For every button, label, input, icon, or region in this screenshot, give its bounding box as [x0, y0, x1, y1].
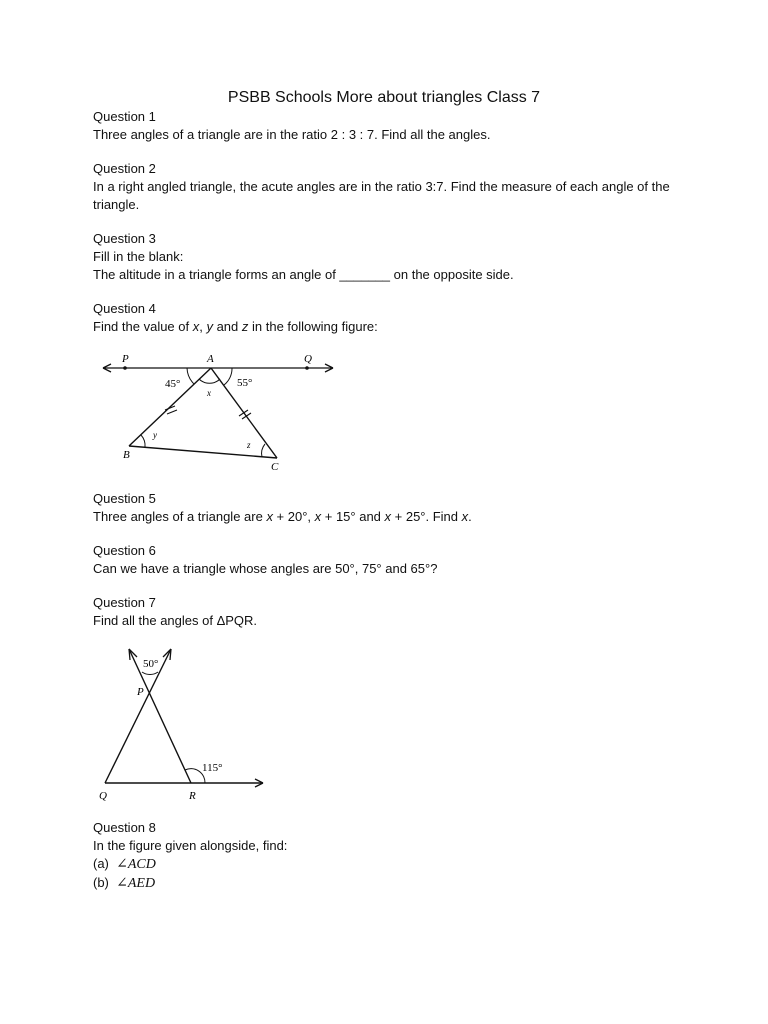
triangle-pqr-figure	[95, 643, 270, 803]
angle-arc-55	[224, 368, 232, 385]
side-bc	[129, 446, 277, 458]
question-8-part-b	[93, 874, 673, 893]
angle-label-45: 45°	[165, 378, 181, 390]
question-3-line-2: The altitude in a triangle forms an angle of _______ on the opposite side.	[93, 267, 514, 282]
question-6-heading: Question 6	[93, 543, 156, 558]
question-6	[93, 542, 673, 578]
label-p: P	[137, 686, 144, 698]
angle-arc-50	[142, 672, 158, 675]
angle-label-x: x	[207, 388, 211, 398]
label-q: Q	[304, 353, 312, 365]
question-1-heading: Question 1	[93, 109, 156, 124]
question-3-heading: Question 3	[93, 231, 156, 246]
text-segment: + 25°. Find	[391, 509, 462, 524]
variable-x: x	[461, 509, 469, 524]
angle-arc-y	[141, 435, 145, 447]
question-1	[93, 108, 673, 144]
label-q: Q	[99, 790, 107, 802]
angle-aed: ∠AED	[116, 876, 156, 891]
text-segment: and	[212, 319, 242, 334]
question-7-text: Find all the angles of ΔPQR.	[93, 613, 258, 628]
label-r: R	[189, 790, 196, 802]
label-b: B	[123, 449, 130, 461]
angle-acd: ∠ACD	[116, 857, 156, 872]
variable-x: x	[384, 509, 392, 524]
question-4	[93, 300, 673, 336]
point-p	[123, 366, 127, 370]
variable-x: x	[314, 509, 322, 524]
angle-arc-z	[262, 444, 265, 457]
question-4-heading: Question 4	[93, 301, 156, 316]
question-8-heading: Question 8	[93, 820, 156, 835]
text-segment: + 15° and	[321, 509, 385, 524]
question-1-text: Three angles of a triangle are in the ratio 2 : 3 : 7. Find all the angles.	[93, 127, 491, 142]
question-5	[93, 490, 673, 526]
question-7-heading: Question 7	[93, 595, 156, 610]
text-segment: .	[468, 509, 472, 524]
angle-label-y: y	[153, 430, 157, 440]
variable-z: z	[241, 319, 249, 334]
question-5-text	[93, 508, 673, 526]
variable-x: x	[266, 509, 273, 524]
question-8-part-a	[93, 855, 673, 874]
question-2-heading: Question 2	[93, 161, 156, 176]
question-6-text: Can we have a triangle whose angles are 50°, 75° and 65°?	[93, 561, 438, 576]
text-segment: + 20°,	[272, 509, 315, 524]
point-q	[305, 366, 309, 370]
angle-arc-x	[199, 379, 220, 383]
part-a-label: (a)	[93, 856, 109, 871]
question-8	[93, 819, 673, 893]
angle-label-115: 115°	[202, 762, 223, 774]
question-2	[93, 160, 673, 214]
question-3-line-1: Fill in the blank:	[93, 249, 184, 264]
question-8-text: In the figure given alongside, find:	[93, 838, 288, 853]
question-2-text: In a right angled triangle, the acute angles are in the ratio 3:7. Find the measure of each angle of the triangle.	[93, 179, 670, 212]
question-7	[93, 594, 673, 630]
label-c: C	[271, 461, 279, 473]
part-b-label: (b)	[93, 875, 109, 890]
angle-label-z: z	[247, 440, 251, 450]
label-p: P	[122, 353, 129, 365]
question-3	[93, 230, 673, 284]
angle-label-50: 50°	[143, 658, 159, 670]
text-segment: ,	[199, 319, 207, 334]
label-a: A	[207, 353, 214, 365]
page-title: PSBB Schools More about triangles Class 7	[227, 89, 541, 106]
angle-label-55: 55°	[237, 377, 253, 389]
text-segment: in the following figure:	[248, 319, 378, 334]
variable-y: y	[206, 319, 213, 334]
question-5-heading: Question 5	[93, 491, 156, 506]
text-segment: Three angles of a triangle are	[93, 509, 267, 524]
question-4-text	[93, 318, 673, 336]
angle-arc-45	[187, 368, 194, 384]
variable-x: x	[192, 319, 200, 334]
text-segment: Find the value of	[93, 319, 193, 334]
triangle-abc-figure	[95, 348, 340, 476]
